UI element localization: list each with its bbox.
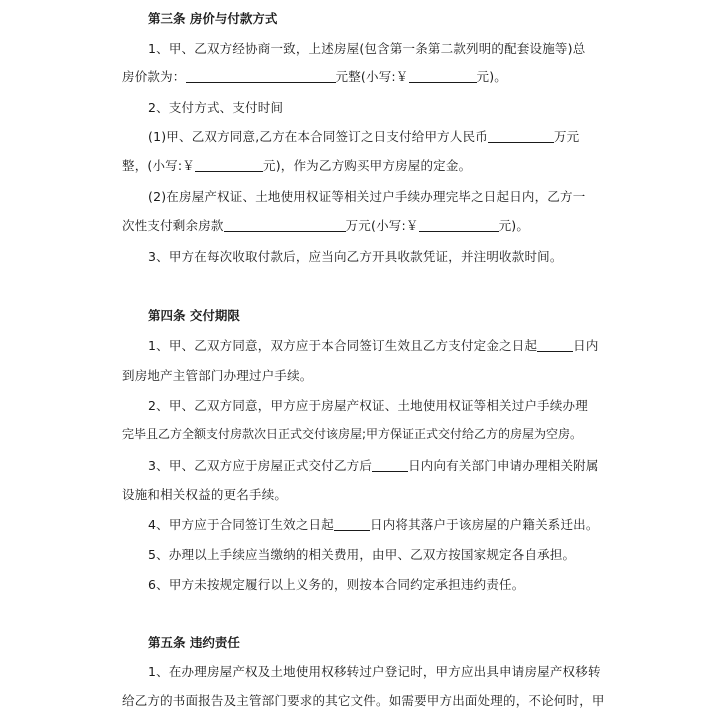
section-3-para-3-line-2 — [122, 156, 471, 174]
remaining-figure-blank — [419, 218, 499, 232]
text-segment: 元)，作为乙方购买甲方房屋的定金。 — [263, 158, 472, 173]
section-3-para-3-line-1 — [148, 127, 579, 145]
section-3-para-1-line-1: 1、甲、乙双方经协商一致，上述房屋(包含第一条第二款列明的配套设施等)总 — [148, 41, 586, 56]
price-total-blank — [186, 69, 336, 83]
remaining-amount-blank — [224, 218, 346, 232]
text-segment: 元)。 — [476, 69, 507, 84]
section-4-para-4 — [148, 515, 599, 533]
text-segment: 整，(小写:￥ — [122, 158, 195, 173]
text-segment: (1)甲、乙双方同意,乙方在本合同签订之日支付给甲方人民币 — [148, 129, 488, 144]
section-4-heading: 第四条 交付期限 — [148, 308, 240, 323]
text-segment: 日内将其落户于该房屋的户籍关系迁出。 — [369, 517, 599, 532]
section-5-heading: 第五条 违约责任 — [148, 635, 240, 650]
price-total-figure-blank — [409, 69, 477, 83]
section-5-para-1-line-1: 1、在办理房屋产权及土地使用权移转过户登记时，甲方应出具申请房屋产权移转 — [148, 664, 601, 679]
section-4-para-1-line-1 — [148, 336, 599, 354]
section-5-para-1-line-2: 给乙方的书面报告及主管部门要求的其它文件。如需要甲方出面处理的，不论何时，甲 — [122, 693, 605, 708]
text-segment: 房价款为： — [122, 69, 186, 84]
section-4-para-6: 6、甲方未按规定履行以上义务的，则按本合同约定承担违约责任。 — [148, 577, 525, 592]
text-segment: 元)。 — [498, 218, 530, 233]
text-segment: 日内向有关部门申请办理相关附属 — [408, 458, 599, 473]
text-segment: 元整(小写:￥ — [335, 69, 409, 84]
section-3-para-4-line-2 — [122, 216, 529, 234]
section-4-para-1-line-2: 到房地产主管部门办理过户手续。 — [122, 368, 313, 383]
transfer-days-blank — [537, 338, 573, 352]
text-segment: 次性支付剩余房款 — [122, 218, 224, 233]
text-segment: 万元(小写:￥ — [345, 218, 419, 233]
section-4-para-5: 5、办理以上手续应当缴纳的相关费用，由甲、乙双方按国家规定各自承担。 — [148, 547, 576, 562]
section-3-heading: 第三条 房价与付款方式 — [148, 11, 278, 26]
section-4-para-3-line-1 — [148, 456, 599, 474]
deposit-figure-blank — [195, 158, 263, 172]
section-3-para-1-line-2 — [122, 67, 507, 85]
text-segment: 日内 — [573, 338, 599, 353]
section-4-para-2-line-2: 完毕且乙方全额支付房款次日正式交付该房屋;甲方保证正式交付给乙方的房屋为空房。 — [122, 427, 583, 441]
text-segment: 1、甲、乙双方同意，双方应于本合同签订生效且乙方支付定金之日起 — [148, 338, 538, 353]
text-segment: 3、甲、乙双方应于房屋正式交付乙方后 — [148, 458, 373, 473]
section-3-para-2: 2、支付方式、支付时间 — [148, 100, 284, 115]
section-4-para-2-line-1: 2、甲、乙双方同意，甲方应于房屋产权证、土地使用权证等相关过户手续办理 — [148, 398, 588, 413]
deposit-amount-blank — [488, 129, 554, 143]
rename-days-blank — [372, 458, 408, 472]
section-3-para-5: 3、甲方在每次收取付款后，应当向乙方开具收款凭证，并注明收款时间。 — [148, 249, 563, 264]
text-segment: 万元 — [553, 129, 580, 144]
household-days-blank — [334, 517, 370, 531]
section-4-para-3-line-2: 设施和相关权益的更名手续。 — [122, 487, 288, 502]
text-segment: 4、甲方应于合同签订生效之日起 — [148, 517, 334, 532]
section-3-para-4-line-1: (2)在房屋产权证、土地使用权证等相关过户手续办理完毕之日起日内，乙方一 — [148, 189, 586, 204]
